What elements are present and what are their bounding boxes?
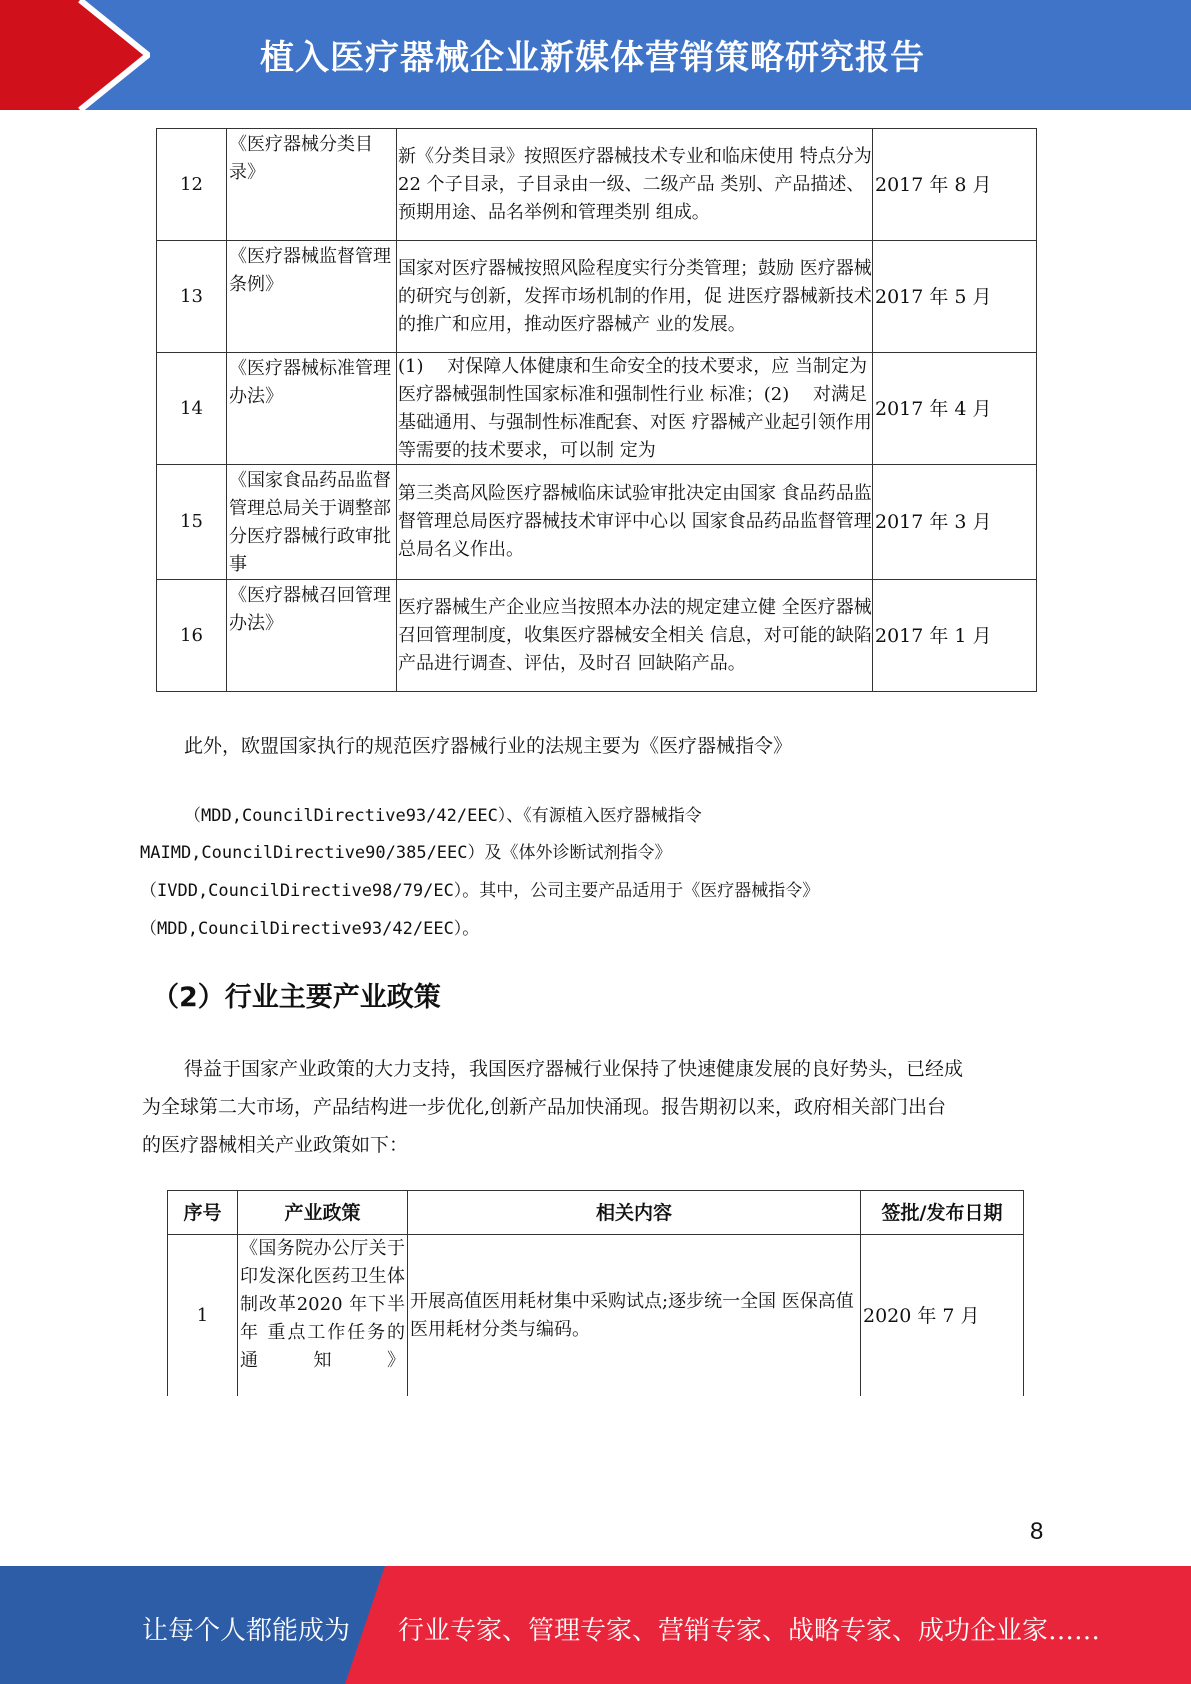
- regulation-content: 医疗器械生产企业应当按照本办法的规定建立健 全医疗器械召回管理制度，收集医疗器械安全相关 信息，对可能的缺陷产品进行调查、评估，及时召 回缺陷产品。: [397, 580, 873, 692]
- header-no: 序号: [168, 1191, 238, 1235]
- policy-date: 2020 年 7 月: [861, 1235, 1024, 1397]
- regulation-content: (1) 对保障人体健康和生命安全的技术要求，应 当制定为医疗器械强制性国家标准和强制性行业 标准；(2) 对满足基础通用、与强制性标准配套、对医 疗器械产业起引领作用等需要的技术要求，可以制 定为: [397, 353, 873, 465]
- regulation-date: 2017 年 4 月: [873, 353, 1037, 465]
- policy-intro-line-1: 得益于国家产业政策的大力支持，我国医疗器械行业保持了快速健康发展的良好势头，已经成: [184, 1058, 964, 1080]
- industry-policy-table: [167, 1190, 1024, 1397]
- regulation-name: 《国家食品药品监督管理总局关于调整部分医疗器械行政审批事: [227, 465, 397, 580]
- regulation-date: 2017 年 3 月: [873, 465, 1037, 580]
- regulation-content: 新《分类目录》按照医疗器械技术专业和临床使用 特点分为 22 个子目录，子目录由一级、二级产品 类别、产品描述、预期用途、品名举例和管理类别 组成。: [397, 129, 873, 241]
- table-row: [157, 465, 1037, 580]
- policy-intro-line-2: 为全球第二大市场，产品结构进一步优化,创新产品加快涌现。报告期初以来，政府相关部门出台: [142, 1096, 947, 1118]
- policy-intro-line-3: 的医疗器械相关产业政策如下：: [142, 1134, 409, 1156]
- policy-name: 《国务院办公厅关于印发深化医药卫生体制改革2020 年下半年 重点工作任务的 通知》: [238, 1235, 408, 1397]
- eu-regulations-line-5: （MDD,CouncilDirective93/42/EEC）。: [140, 919, 480, 939]
- row-number: 13: [157, 241, 227, 353]
- eu-regulations-line-3: MAIMD,CouncilDirective90/385/EEC）及《体外诊断试剂指令》: [140, 843, 672, 863]
- regulation-name: 《医疗器械监督管理条例》: [227, 241, 397, 353]
- header-arrow-decoration: [0, 0, 150, 110]
- regulation-content: 国家对医疗器械按照风险程度实行分类管理；鼓励 医疗器械的研究与创新，发挥市场机制的作用，促 进医疗器械新技术的推广和应用，推动医疗器械产 业的发展。: [397, 241, 873, 353]
- table-row: [157, 129, 1037, 241]
- table-continuation-mask: [160, 1396, 1040, 1426]
- table-row: [157, 580, 1037, 692]
- row-number: 15: [157, 465, 227, 580]
- regulation-content: 第三类高风险医疗器械临床试验审批决定由国家 食品药品监督管理总局医疗器械技术审评中心以 国家食品药品监督管理总局名义作出。: [397, 465, 873, 580]
- regulation-name: 《医疗器械分类目录》: [227, 129, 397, 241]
- header-title: 植入医疗器械企业新媒体营销策略研究报告: [260, 38, 925, 78]
- eu-regulations-line-1: 此外，欧盟国家执行的规范医疗器械行业的法规主要为《医疗器械指令》: [184, 735, 793, 757]
- table-row: [157, 353, 1037, 465]
- regulation-name: 《医疗器械标准管理办法》: [227, 353, 397, 465]
- row-number: 14: [157, 353, 227, 465]
- header-content: 相关内容: [408, 1191, 861, 1235]
- regulation-date: 2017 年 1 月: [873, 580, 1037, 692]
- header-policy: 产业政策: [238, 1191, 408, 1235]
- regulations-table: [156, 128, 1037, 692]
- section-heading: （2）行业主要产业政策: [152, 982, 441, 1013]
- eu-regulations-line-4: （IVDD,CouncilDirective98/79/EC）。其中，公司主要产品适用于《医疗器械指令》: [140, 881, 820, 901]
- page-header: [0, 0, 1191, 110]
- footer-slogan-right: 行业专家、管理专家、营销专家、战略专家、成功企业家……: [398, 1616, 1101, 1646]
- row-number: 16: [157, 580, 227, 692]
- table-row: [157, 241, 1037, 353]
- regulation-name: 《医疗器械召回管理办法》: [227, 580, 397, 692]
- table-header-row: [168, 1191, 1024, 1235]
- eu-regulations-line-2: （MDD,CouncilDirective93/42/EEC）、《有源植入医疗器械指令: [184, 806, 702, 826]
- regulation-date: 2017 年 5 月: [873, 241, 1037, 353]
- regulation-date: 2017 年 8 月: [873, 129, 1037, 241]
- header-date: 签批/发布日期: [861, 1191, 1024, 1235]
- table-row: [168, 1235, 1024, 1397]
- page-number: 8: [1030, 1518, 1044, 1545]
- row-number: 12: [157, 129, 227, 241]
- footer-slogan-left: 让每个人都能成为: [142, 1616, 351, 1646]
- policy-content: 开展高值医用耗材集中采购试点;逐步统一全国 医保高值医用耗材分类与编码。: [408, 1235, 861, 1397]
- row-number: 1: [168, 1235, 238, 1397]
